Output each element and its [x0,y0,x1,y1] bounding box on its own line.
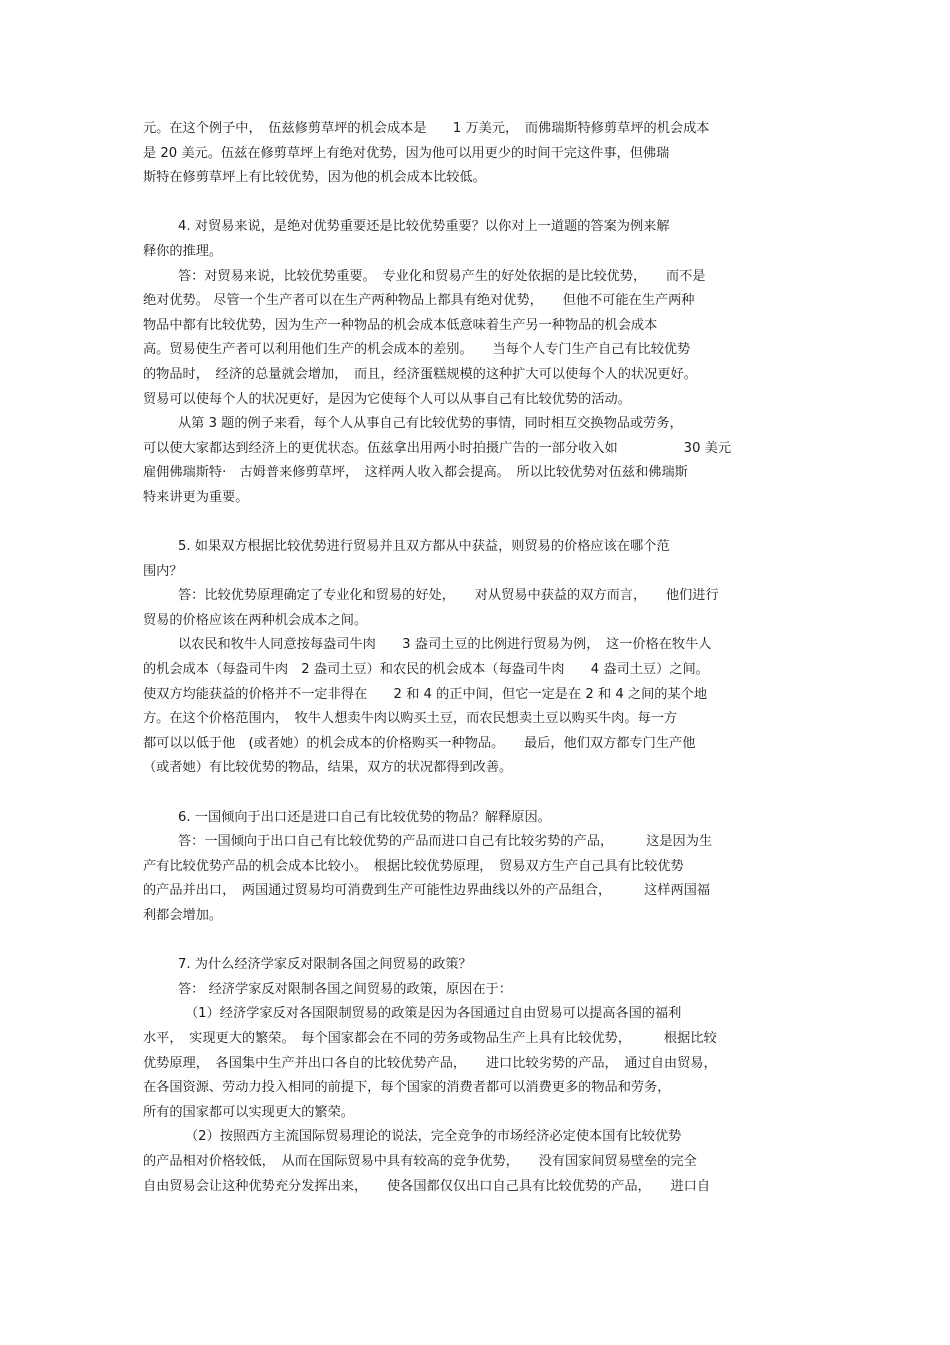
text-line: 在各国资源、劳动力投入相同的前提下，每个国家的消费者都可以消费更多的物品和劳务， [143,1080,671,1096]
text-line: 水平， 实现更大的繁荣。 每个国家都会在不同的劳务或物品生产上具有比较优势， 根据比较 [143,1030,717,1046]
text-line: 元。在这个例子中， 伍兹修剪草坪的机会成本是 1 万美元， 而佛瑞斯特修剪草坪的机会成本 [143,121,710,136]
text-line: 以农民和牧牛人同意按每盎司牛肉 3 盎司土豆的比例进行贸易为例， 这一价格在牧牛人 [178,637,712,653]
text-line: 都可以以低于他 (或者她）的机会成本的价格购买一种物品。 最后，他们双方都专门生产他 [143,735,696,751]
paragraph-gap [143,781,808,806]
text-line: 4. 对贸易来说，是绝对优势重要还是比较优势重要？以你对上一道题的答案为例来解 [178,219,670,235]
text-line: 的物品时， 经济的总量就会增加， 而且，经济蛋糕规模的这种扩大可以使每个人的状况更好。 [143,366,697,382]
text-line: 雇佣佛瑞斯特· 古姆普来修剪草坪， 这样两人收入都会提高。 所以比较优势对伍兹和佛瑞斯 [143,465,688,481]
text-line: （2）按照西方主流国际贸易理论的说法，完全竞争的市场经济必定使本国有比较优势 [185,1129,682,1145]
text-line: 高。贸易使生产者可以利用他们生产的机会成本的差别。 当每个人专门生产自己有比较优势 [143,342,691,358]
document-body [143,117,808,1199]
text-line: 答：对贸易来说，比较优势重要。 专业化和贸易产生的好处依据的是比较优势， 而不是 [178,268,706,284]
text-line: 答：比较优势原理确定了专业化和贸易的好处， 对从贸易中获益的双方而言， 他们进行 [178,588,719,604]
text-line: 答：一国倾向于出口自己有比较优势的产品而进口自己有比较劣势的产品， 这是因为生 [178,834,713,850]
text-line: 贸易的价格应该在两种机会成本之间。 [143,612,368,628]
text-line: 方。在这个价格范围内， 牧牛人想卖牛肉以购买土豆，而农民想卖土豆以购买牛肉。每一方 [143,711,678,727]
text-line: 自由贸易会让这种优势充分发挥出来， 使各国都仅仅出口自己具有比较优势的产品， 进口自 [143,1178,711,1194]
text-line: 斯特在修剪草坪上有比较优势，因为他的机会成本比较低。 [143,170,486,186]
text-line: 所有的国家都可以实现更大的繁荣。 [143,1104,354,1120]
text-line: 使双方均能获益的价格并不一定非得在 2 和 4 的正中间，但它一定是在 2 和 4 之间的某个地 [143,686,708,702]
text-line: 可以使大家都达到经济上的更优状态。伍兹拿出用两小时拍摄广告的一部分收入如 30 美元 [143,440,732,456]
paragraph-gap [143,511,808,536]
text-line: （1）经济学家反对各国限制贸易的政策是因为各国通过自由贸易可以提高各国的福利 [185,1006,682,1022]
text-line: 优势原理， 各国集中生产并出口各自的比较优势产品， 进口比较劣势的产品， 通过自由贸易， [143,1055,717,1071]
text-line: 7. 为什么经济学家反对限制各国之间贸易的政策？ [178,957,472,973]
text-line: 围内？ [143,563,183,579]
paragraph-gap [143,191,808,216]
text-line: 特来讲更为重要。 [143,489,249,505]
text-line: （或者她）有比较优势的物品，结果，双方的状况都得到改善。 [143,760,513,776]
text-line: 的产品并出口， 两国通过贸易均可消费到生产可能性边界曲线以外的产品组合， 这样两国福 [143,883,711,899]
text-line: 是 20 美元。伍兹在修剪草坪上有绝对优势，因为他可以用更少的时间干完这件事，但佛瑞 [143,145,670,161]
text-line: 的机会成本（每盎司牛肉 2 盎司土豆）和农民的机会成本（每盎司牛肉 4 盎司土豆）之间。 [143,662,709,678]
text-line: 产有比较优势产品的机会成本比较小。 根据比较优势原理， 贸易双方生产自己具有比较优势 [143,858,684,874]
text-line: 的产品相对价格较低， 从而在国际贸易中具有较高的竞争优势， 没有国家间贸易壁垒的完全 [143,1153,697,1169]
text-line: 物品中都有比较优势，因为生产一种物品的机会成本低意味着生产另一种物品的机会成本 [143,317,658,333]
text-line: 释你的推理。 [143,243,223,259]
text-line: 从第 3 题的例子来看，每个人从事自己有比较优势的事情，同时相互交换物品或劳务， [178,416,683,432]
text-line: 利都会增加。 [143,908,223,923]
paragraph-gap [143,929,808,954]
text-line: 5. 如果双方根据比较优势进行贸易并且双方都从中获益，则贸易的价格应该在哪个范 [178,539,670,555]
text-line: 绝对优势。 尽管一个生产者可以在生产两种物品上都具有绝对优势， 但他不可能在生产两种 [143,293,695,309]
text-line: 6. 一国倾向于出口还是进口自己有比较优势的物品？解释原因。 [178,809,551,825]
text-line: 答： 经济学家反对限制各国之间贸易的政策，原因在于： [178,981,512,997]
text-line: 贸易可以使每个人的状况更好，是因为它使每个人可以从事自己有比较优势的活动。 [143,391,631,407]
